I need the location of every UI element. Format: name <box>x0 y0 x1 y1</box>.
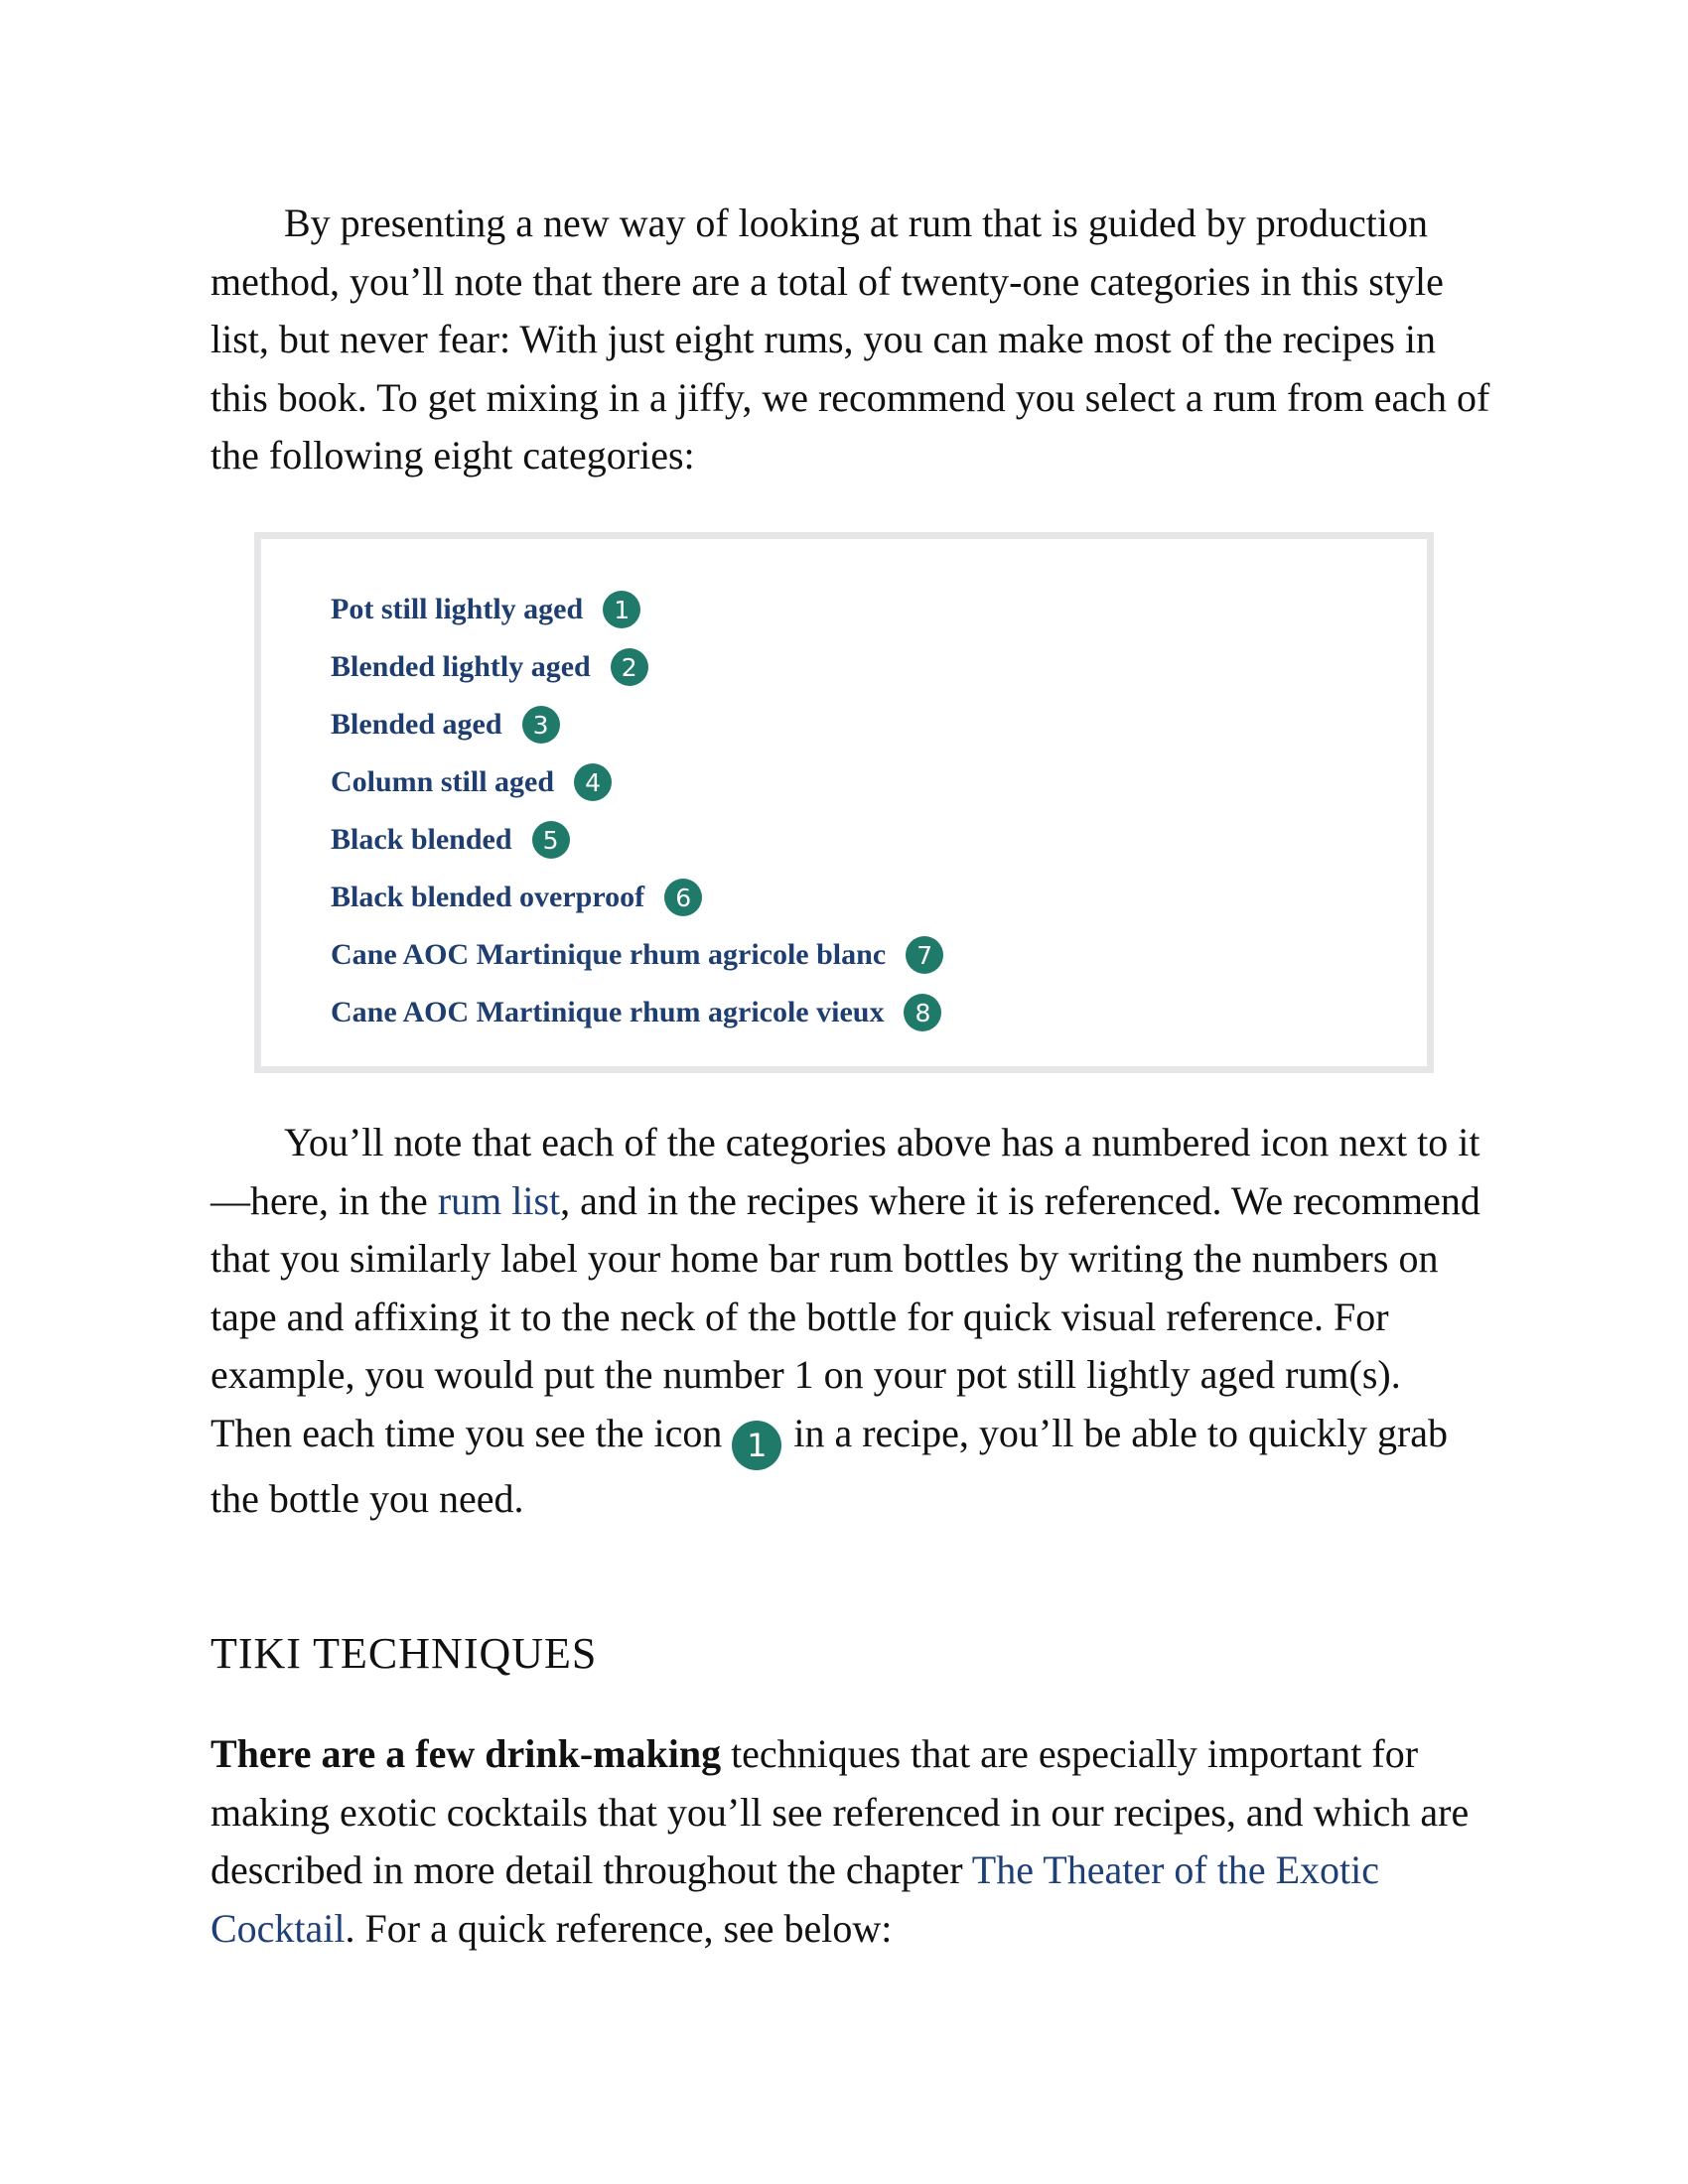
number-4-icon: 4 <box>574 763 612 801</box>
rum-category-item <box>331 753 943 811</box>
number-1-icon: 1 <box>603 591 640 628</box>
note-text-1: You’ll note that each of the categories above has a numbered icon next to it—here, in the <box>211 1120 1480 1223</box>
rum-category-item <box>331 811 943 869</box>
section-heading: TIKI TECHNIQUES <box>211 1629 598 1678</box>
number-3-icon: 3 <box>522 706 560 744</box>
rum-list-link[interactable]: rum list <box>437 1177 561 1223</box>
note-text-2: , and in the recipes where it is referenced. We recommend that you similarly label your home bar rum bottles by writing the numbers on tape and affixing it to the neck of the bottle for quick visual reference. For example, you would put the number 1 on your pot still lightly aged rum(s). Then each time you see the icon <box>211 1177 1480 1455</box>
rum-categories-box <box>254 532 1434 1073</box>
rum-category-label: Cane AOC Martinique rhum agricole blanc <box>331 938 887 971</box>
rum-category-item <box>331 869 943 926</box>
rum-category-item <box>331 984 943 1041</box>
techniques-text-1: techniques that are especially important for making exotic cocktails that you’ll see referenced in our recipes, and which are described in more detail throughout the chapter <box>211 1731 1470 1892</box>
rum-category-label: Blended aged <box>331 708 502 741</box>
note-text-3: in a recipe, you’ll be able to quickly grab the bottle you need. <box>211 1410 1449 1521</box>
number-6-icon: 6 <box>664 879 702 916</box>
number-2-icon: 2 <box>611 648 648 686</box>
number-7-icon: 7 <box>906 936 943 974</box>
rum-category-label: Pot still lightly aged <box>331 593 584 625</box>
theater-chapter-link[interactable]: The Theater of the Exotic Cocktail <box>211 1847 1379 1951</box>
intro-paragraph: By presenting a new way of looking at rum that is guided by production method, you’ll note that there are a total of twenty-one categories in this style list, but never fear: With just eight rums, you can make most of the recipes in this book. To get mixing in a jiffy, we recommend you select a rum from each of the following eight categories: <box>211 201 1490 478</box>
rum-category-item <box>331 696 943 753</box>
rum-category-label: Blended lightly aged <box>331 650 591 683</box>
number-1-icon: 1 <box>732 1421 781 1470</box>
rum-category-label: Black blended <box>331 823 512 856</box>
rum-category-label: Column still aged <box>331 765 555 798</box>
note-section <box>211 1114 1491 1528</box>
techniques-text-2: . For a quick reference, see below: <box>345 1905 893 1951</box>
number-8-icon: 8 <box>904 994 941 1031</box>
number-5-icon: 5 <box>532 821 570 859</box>
page-body <box>211 195 1491 485</box>
bold-lead-text: There are a few drink-making <box>211 1731 722 1776</box>
rum-category-item <box>331 638 943 696</box>
rum-category-item <box>331 926 943 984</box>
rum-category-item <box>331 581 943 638</box>
note-paragraph <box>211 1114 1491 1528</box>
techniques-paragraph <box>211 1725 1491 1958</box>
rum-category-label: Black blended overproof <box>331 881 645 913</box>
rum-category-label: Cane AOC Martinique rhum agricole vieux <box>331 996 885 1028</box>
rum-categories-list <box>331 581 943 1041</box>
techniques-section <box>211 1725 1491 1958</box>
